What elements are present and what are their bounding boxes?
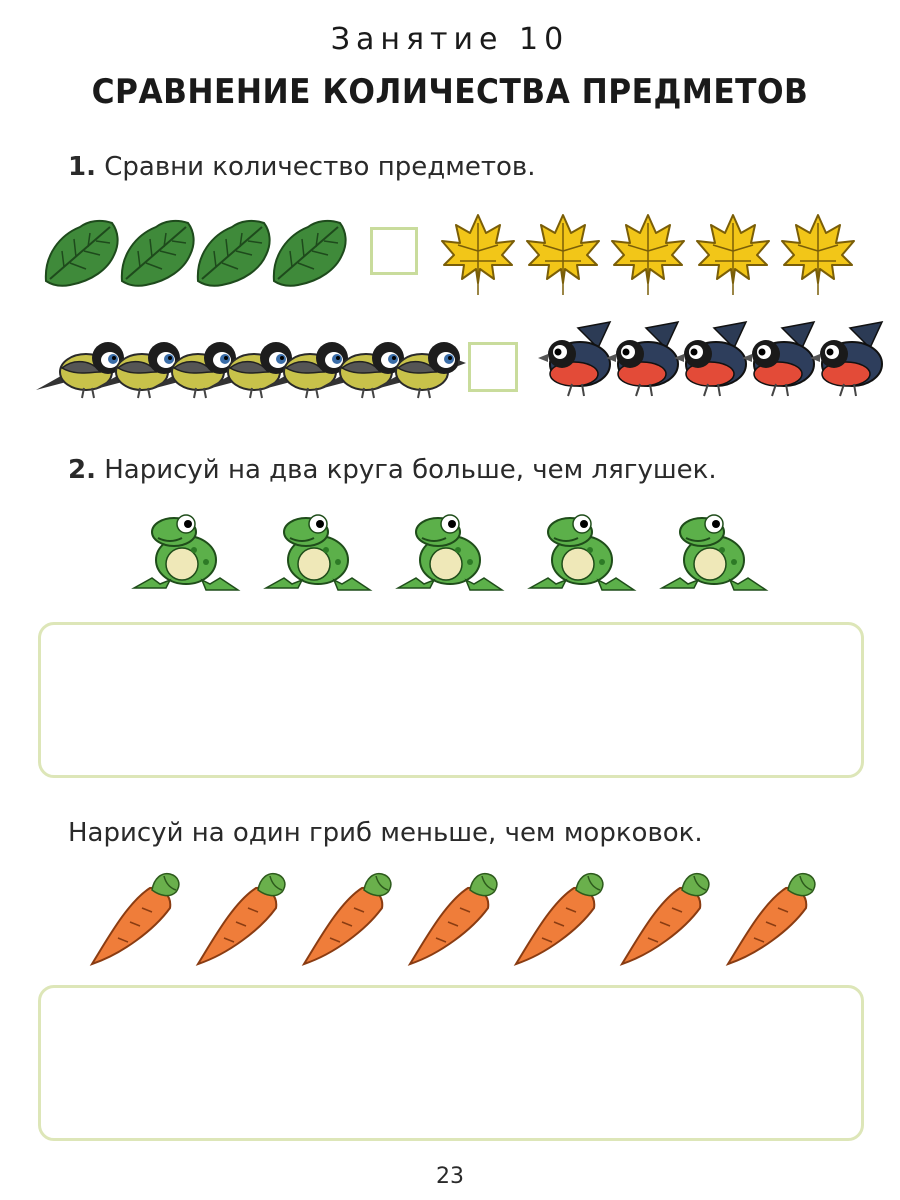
frog-icon [658,510,770,598]
drawing-box-mushrooms[interactable] [38,985,864,1141]
carrot-icon [194,868,294,972]
task-3-text: Нарисуй на один гриб меньше, чем морковок. [68,818,703,848]
titmouse-bird-icon [370,332,466,406]
task-2-instruction [68,455,717,485]
frog-icon [130,510,242,598]
green-oak-leaf-icon [40,215,124,295]
lesson-title: Занятие 10 [330,22,570,57]
task-1-instruction [68,152,535,182]
carrot-icon [300,868,400,972]
carrot-icon [618,868,718,972]
yellow-maple-leaf-icon [778,211,858,301]
leaves-row [40,205,870,305]
page-title: СРАВНЕНИЕ КОЛИЧЕСТВА ПРЕДМЕТОВ [91,72,809,112]
bullfinch-bird-icon [606,320,682,404]
yellow-maple-leaf-icon [693,211,773,301]
task-3-instruction [68,818,703,848]
task-1-number: 1. [68,152,96,182]
birds-row [40,318,870,418]
green-oak-leaf-icon [116,215,200,295]
bullfinch-bird-icon [674,320,750,404]
frog-icon [262,510,374,598]
task-1-text: Сравни количество предметов. [95,152,536,182]
frog-icon [394,510,506,598]
carrot-icon [406,868,506,972]
task-2-number: 2. [68,455,96,485]
carrot-icon [512,868,612,972]
birds-compare-square[interactable] [468,342,518,392]
leaves-compare-square[interactable] [370,227,418,275]
bullfinch-bird-icon [742,320,818,404]
yellow-maple-leaf-icon [523,211,603,301]
page-number: 23 [436,1164,464,1189]
frogs-row [130,508,790,608]
green-oak-leaf-icon [268,215,352,295]
drawing-box-circles[interactable] [38,622,864,778]
carrots-row [88,866,828,966]
green-oak-leaf-icon [192,215,276,295]
carrot-icon [88,868,188,972]
frog-icon [526,510,638,598]
bullfinch-bird-icon [810,320,886,404]
task-2-text: Нарисуй на два круга больше, чем лягушек. [95,455,717,485]
bullfinch-bird-icon [538,320,614,404]
yellow-maple-leaf-icon [608,211,688,301]
carrot-icon [724,868,824,972]
yellow-maple-leaf-icon [438,211,518,301]
